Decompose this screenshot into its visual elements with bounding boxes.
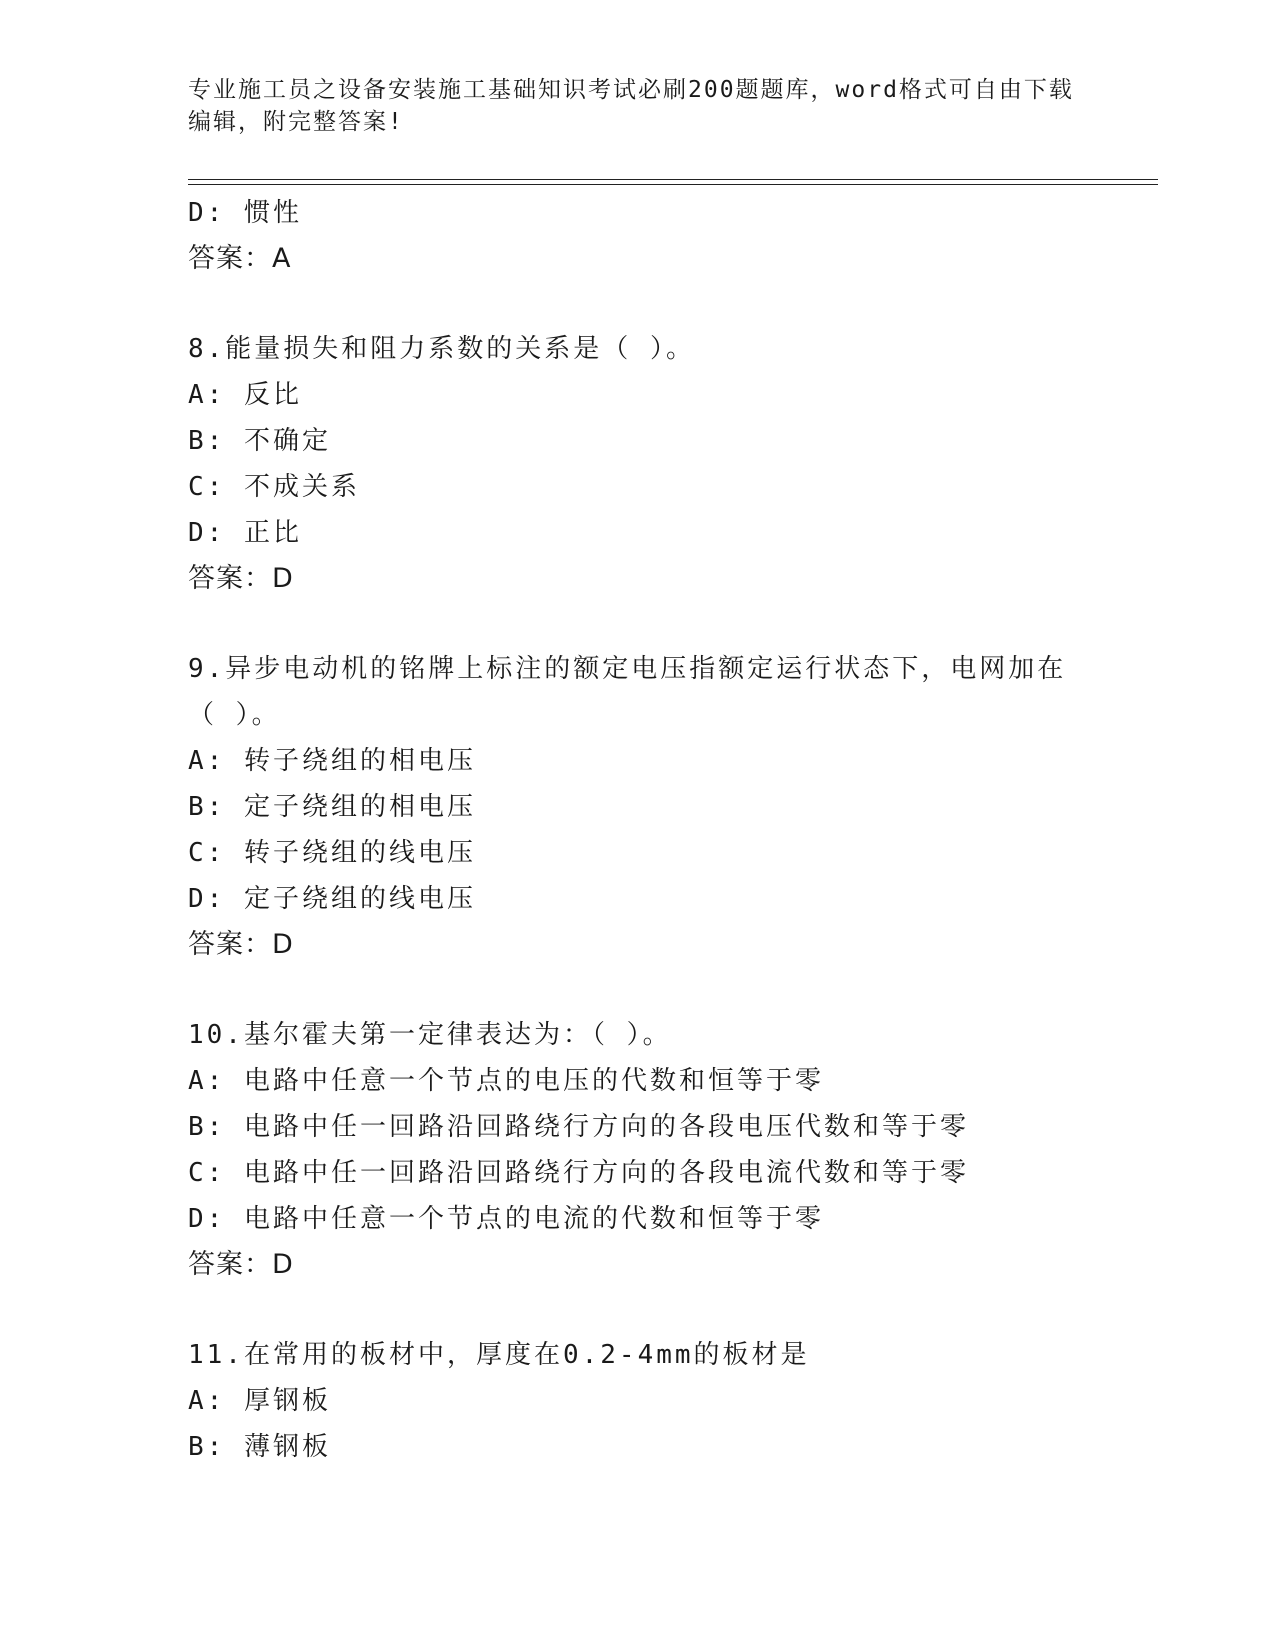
q9-answer: 答案：D [188,929,294,960]
q8-question-text: 8.能量损失和阻力系数的关系是（ ）。 [188,334,695,364]
question-10 [188,1012,1088,1288]
q8-option-b: B: 不确定 [188,426,331,456]
question-list [188,190,1088,1470]
q8-option-a: A: 反比 [188,380,302,410]
q9-option-a: A: 转子绕组的相电压 [188,746,476,776]
q11-option-a: A: 厚钢板 [188,1386,331,1416]
question-8 [188,326,1088,602]
question-9 [188,646,1088,968]
header-divider-bottom [188,184,1158,185]
q7-answer: 答案：A [188,243,292,274]
question-11 [188,1332,1088,1470]
header-title-line-2: 编辑，附完整答案! [188,109,404,135]
q9-question-text-line-2: （ ）。 [188,700,281,730]
spacer [188,602,1088,646]
spacer [188,968,1088,1012]
header-divider-top [188,179,1158,180]
header-title-line-1: 专业施工员之设备安装施工基础知识考试必刷200题题库，word格式可自由下载 [188,77,1074,103]
q10-answer: 答案：D [188,1249,294,1280]
q9-option-d: D: 定子绕组的线电压 [188,884,476,914]
q8-answer: 答案：D [188,563,294,594]
q8-option-d: D: 正比 [188,518,302,548]
q11-question-text: 11.在常用的板材中，厚度在0.2-4mm的板材是 [188,1340,810,1370]
q10-question-text: 10.基尔霍夫第一定律表达为：（ ）。 [188,1020,672,1050]
document-header [188,74,1088,138]
q9-question-text-line-1: 9.异步电动机的铭牌上标注的额定电压指额定运行状态下，电网加在 [188,654,1067,684]
q9-option-b: B: 定子绕组的相电压 [188,792,476,822]
q10-option-c: C: 电路中任一回路沿回路绕行方向的各段电流代数和等于零 [188,1158,969,1188]
spacer [188,1288,1088,1332]
q7-option-d: D: 惯性 [188,198,302,228]
q10-option-d: D: 电路中任意一个节点的电流的代数和恒等于零 [188,1204,824,1234]
q10-option-b: B: 电路中任一回路沿回路绕行方向的各段电压代数和等于零 [188,1112,969,1142]
q9-option-c: C: 转子绕组的线电压 [188,838,476,868]
spacer [188,282,1088,326]
q8-option-c: C: 不成关系 [188,472,360,502]
q11-option-b: B: 薄钢板 [188,1432,331,1462]
q10-option-a: A: 电路中任意一个节点的电压的代数和恒等于零 [188,1066,824,1096]
